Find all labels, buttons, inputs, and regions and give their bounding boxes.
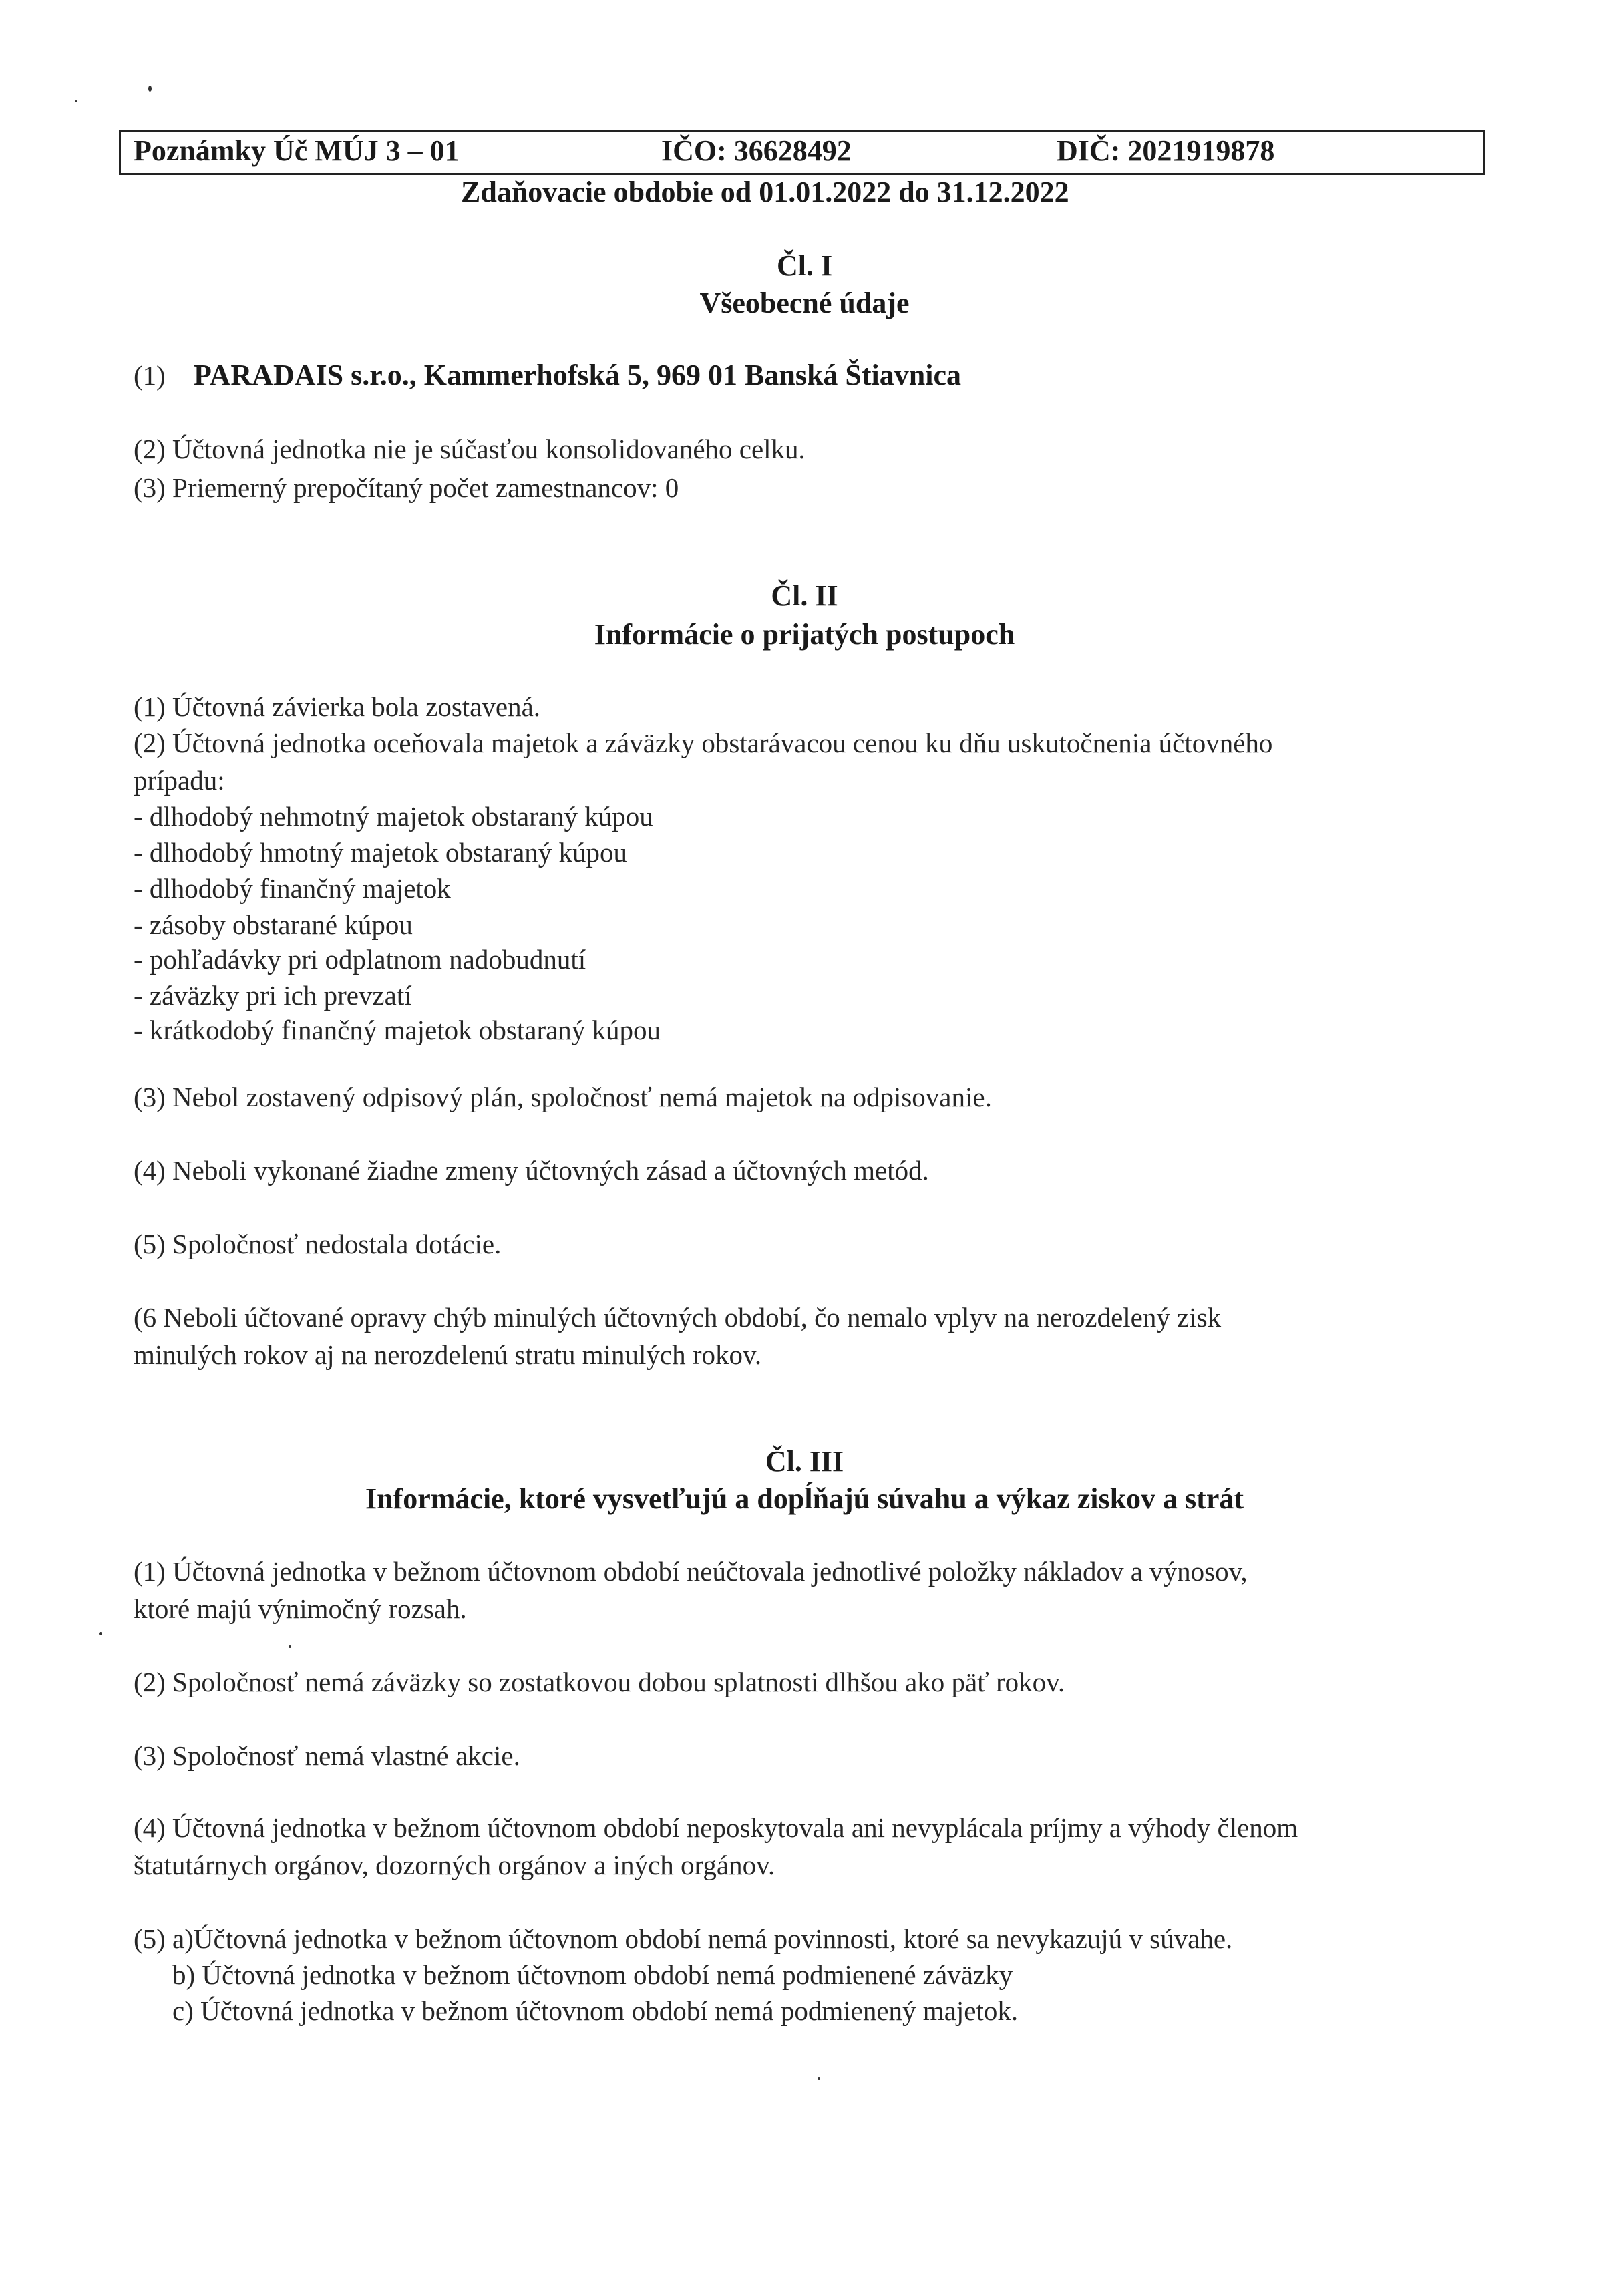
poznamky-label: Poznámky Úč MÚJ 3 – 01: [134, 134, 460, 167]
section1-item1-number: (1): [134, 360, 166, 391]
ico-label: IČO: 36628492: [661, 134, 852, 167]
scan-speck: [289, 1645, 291, 1648]
valuation-list-item: - záväzky pri ich prevzatí: [134, 980, 412, 1011]
section1-item3: (3) Priemerný prepočítaný počet zamestnancov: 0: [134, 472, 679, 503]
section3-item5b: b) Účtovná jednotka v bežnom účtovnom období nemá podmienené záväzky: [172, 1959, 1013, 1990]
valuation-list-item: - zásoby obstarané kúpou: [134, 909, 413, 940]
section2-item5: (5) Spoločnosť nedostala dotácie.: [134, 1228, 502, 1259]
valuation-list-item: - dlhodobý hmotný majetok obstaraný kúpou: [134, 837, 628, 868]
section2-item6-line1: (6 Neboli účtované opravy chýb minulých účtovných období, čo nemalo vplyv na nerozdelený zisk: [134, 1302, 1222, 1333]
valuation-list-item: - pohľadávky pri odplatnom nadobudnutí: [134, 944, 586, 975]
section3-item5c: c) Účtovná jednotka v bežnom účtovnom období nemá podmienený majetok.: [172, 1995, 1019, 2026]
section3-number: Čl. III: [765, 1445, 844, 1478]
section2-item1: (1) Účtovná závierka bola zostavená.: [134, 691, 541, 722]
valuation-list-item: - krátkodobý finančný majetok obstaraný kúpou: [134, 1015, 661, 1045]
section1-number: Čl. I: [776, 249, 833, 282]
section2-item6-line2: minulých rokov aj na nerozdelenú stratu minulých rokov.: [134, 1339, 762, 1370]
section2-item2-line2: prípadu:: [134, 765, 225, 796]
section2-title: Informácie o prijatých postupoch: [594, 618, 1015, 651]
section3-title: Informácie, ktoré vysvetľujú a dopĺňajú súvahu a výkaz ziskov a strát: [365, 1482, 1244, 1515]
scan-speck: [818, 2077, 820, 2080]
scan-speck: [75, 100, 77, 102]
scan-speck: [148, 86, 152, 92]
section2-item4: (4) Neboli vykonané žiadne zmeny účtovných zásad a účtovných metód.: [134, 1155, 929, 1186]
section2-item3: (3) Nebol zostavený odpisový plán, spoločnosť nemá majetok na odpisovanie.: [134, 1082, 992, 1112]
section1-item2: (2) Účtovná jednotka nie je súčasťou konsolidovaného celku.: [134, 434, 806, 464]
section2-item2-line1: (2) Účtovná jednotka oceňovala majetok a záväzky obstarávacou cenou ku dňu uskutočnenia účtovného: [134, 727, 1273, 758]
company-address: PARADAIS s.r.o., Kammerhofská 5, 969 01 Banská Štiavnica: [194, 359, 961, 391]
section3-item2: (2) Spoločnosť nemá záväzky so zostatkovou dobou splatnosti dlhšou ako päť rokov.: [134, 1667, 1065, 1697]
section3-item3: (3) Spoločnosť nemá vlastné akcie.: [134, 1740, 520, 1771]
scan-speck: [99, 1632, 102, 1635]
tax-period: Zdaňovacie obdobie od 01.01.2022 do 31.12.2022: [461, 176, 1069, 208]
section3-item1-line1: (1) Účtovná jednotka v bežnom účtovnom období neúčtovala jednotlivé položky nákladov a výnosov,: [134, 1556, 1248, 1587]
valuation-list-item: - dlhodobý finančný majetok: [134, 873, 451, 904]
section1-title: Všeobecné údaje: [699, 287, 910, 319]
section3-item5a: (5) a)Účtovná jednotka v bežnom účtovnom období nemá povinnosti, ktoré sa nevykazujú v súvahe.: [134, 1923, 1233, 1954]
valuation-list-item: - dlhodobý nehmotný majetok obstaraný kúpou: [134, 801, 653, 832]
section3-item1-line2: ktoré majú výnimočný rozsah.: [134, 1593, 467, 1624]
section2-number: Čl. II: [771, 579, 838, 612]
dic-label: DIČ: 2021919878: [1057, 134, 1275, 167]
section3-item4-line2: štatutárnych orgánov, dozorných orgánov a iných orgánov.: [134, 1850, 775, 1880]
section3-item4-line1: (4) Účtovná jednotka v bežnom účtovnom období neposkytovala ani nevyplácala príjmy a výhody členom: [134, 1812, 1298, 1843]
